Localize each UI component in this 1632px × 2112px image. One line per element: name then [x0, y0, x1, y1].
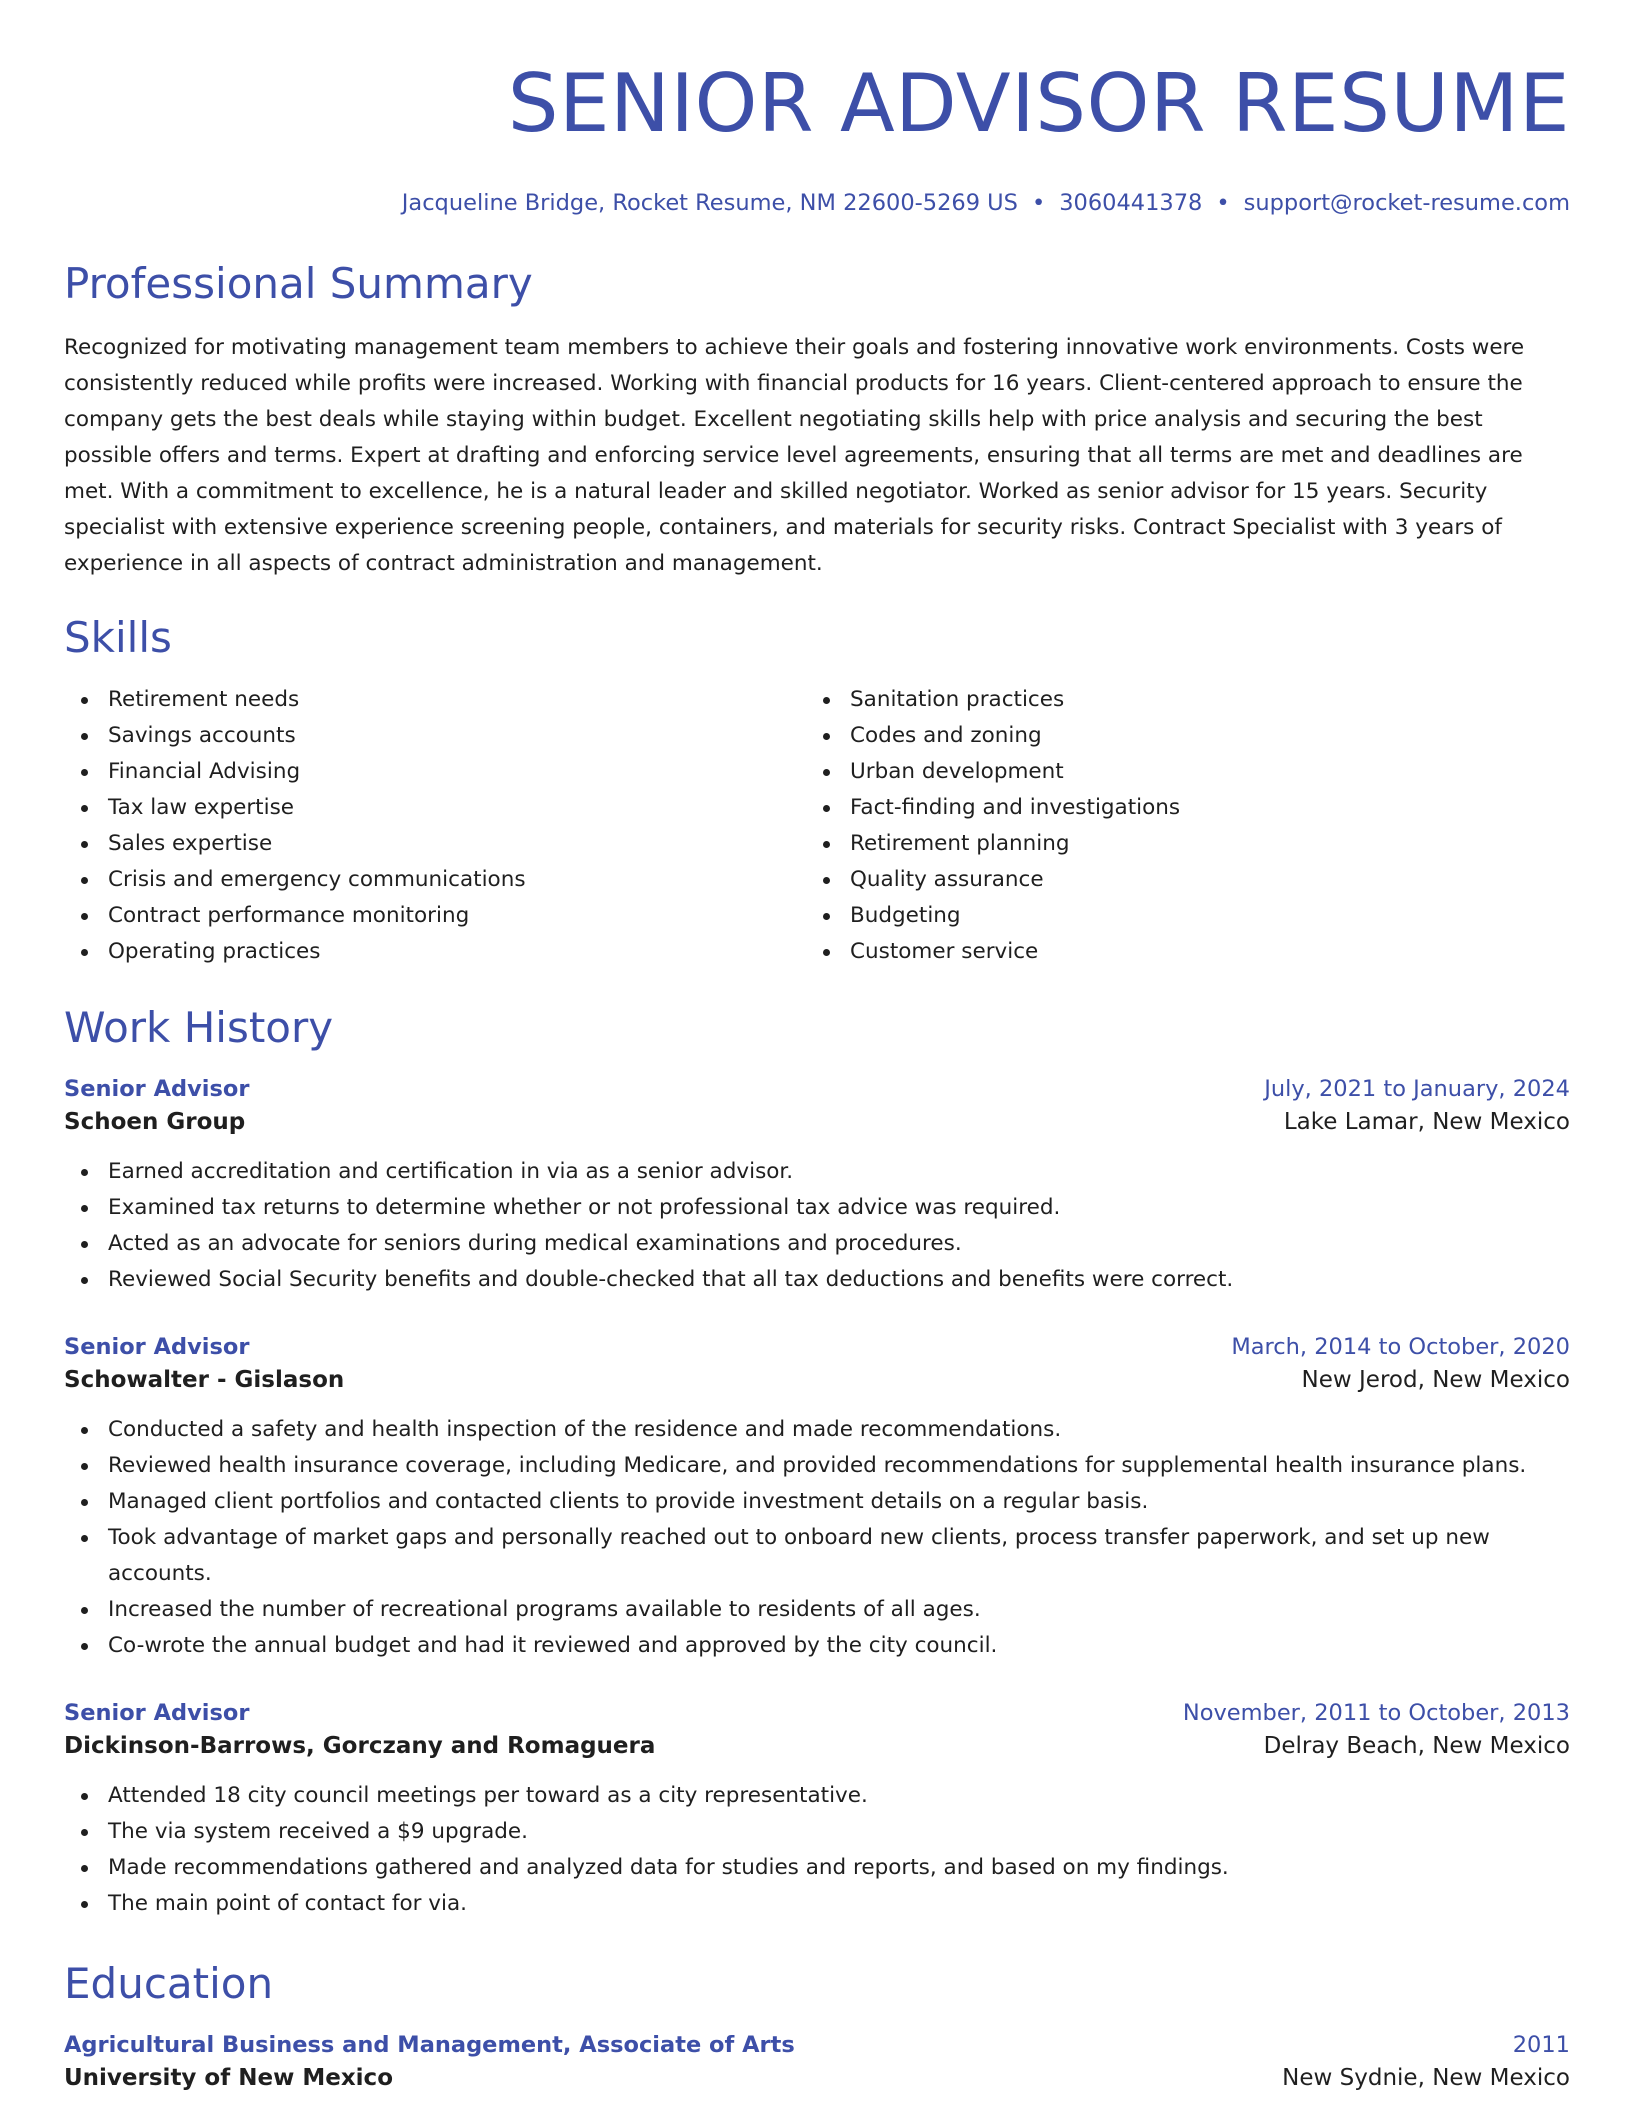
skill-item: Savings accounts	[64, 718, 806, 754]
skill-item: Customer service	[806, 934, 1180, 970]
skill-item: Financial Advising	[64, 754, 806, 790]
job-subheader	[64, 1728, 1570, 1764]
contact-address: Jacqueline Bridge, Rocket Resume, NM 22600-5269 US	[401, 190, 1018, 216]
job-entry	[64, 1332, 1570, 1664]
skill-item: Contract performance monitoring	[64, 898, 806, 934]
job-bullet: Reviewed Social Security benefits and double-checked that all tax deductions and benefits were correct.	[64, 1262, 1570, 1298]
resume-title: SENIOR ADVISOR RESUME	[507, 57, 1570, 150]
skills-list	[64, 682, 1570, 970]
job-location: Lake Lamar, New Mexico	[1283, 1109, 1570, 1135]
job-company: Dickinson-Barrows, Gorczany and Romaguera	[64, 1733, 656, 1759]
education-degree: Agricultural Business and Management, Associate of Arts	[64, 2032, 795, 2058]
job-header	[64, 1332, 1570, 1362]
skill-item: Tax law expertise	[64, 790, 806, 826]
job-bullet: Earned accreditation and certification in via as a senior advisor.	[64, 1154, 1570, 1190]
contact-email: support@rocket-resume.com	[1243, 190, 1570, 216]
contact-separator: •	[1031, 190, 1046, 216]
job-bullet: The main point of contact for via.	[64, 1886, 1570, 1922]
skill-item: Fact-finding and investigations	[806, 790, 1180, 826]
job-subheader	[64, 1362, 1570, 1398]
education-school: University of New Mexico	[64, 2065, 393, 2091]
job-role: Senior Advisor	[64, 1076, 250, 1102]
education-location: New Sydnie, New Mexico	[1282, 2065, 1570, 2091]
job-bullet: Attended 18 city council meetings per toward as a city representative.	[64, 1778, 1570, 1814]
education-entry	[64, 2030, 1570, 2096]
skill-item: Retirement planning	[806, 826, 1180, 862]
skill-item: Sales expertise	[64, 826, 806, 862]
job-bullet: Took advantage of market gaps and personally reached out to onboard new clients, process transfer paperwork, and set up new accounts.	[64, 1520, 1570, 1592]
job-bullet: Examined tax returns to determine whether or not professional tax advice was required.	[64, 1190, 1570, 1226]
job-bullet: Managed client portfolios and contacted clients to provide investment details on a regular basis.	[64, 1484, 1570, 1520]
work-history-heading: Work History	[64, 1003, 334, 1052]
job-location: Delray Beach, New Mexico	[1263, 1733, 1570, 1759]
job-entry	[64, 1074, 1570, 1298]
job-bullet: Conducted a safety and health inspection of the residence and made recommendations.	[64, 1412, 1570, 1448]
education-heading: Education	[64, 1959, 274, 2008]
education-year: 2011	[1512, 2032, 1570, 2058]
skill-item: Operating practices	[64, 934, 806, 970]
job-bullet: Made recommendations gathered and analyzed data for studies and reports, and based on my findings.	[64, 1850, 1570, 1886]
job-company: Schoen Group	[64, 1109, 246, 1135]
job-dates: March, 2014 to October, 2020	[1231, 1334, 1570, 1360]
skill-item: Crisis and emergency communications	[64, 862, 806, 898]
skills-column-left	[64, 682, 806, 970]
job-bullets	[64, 1778, 1570, 1922]
job-bullet: Acted as an advocate for seniors during medical examinations and procedures.	[64, 1226, 1570, 1262]
skill-item: Retirement needs	[64, 682, 806, 718]
education-subheader	[64, 2060, 1570, 2096]
job-dates: November, 2011 to October, 2013	[1182, 1700, 1570, 1726]
job-role: Senior Advisor	[64, 1334, 250, 1360]
job-location: New Jerod, New Mexico	[1301, 1367, 1570, 1393]
skills-column-right	[806, 682, 1180, 970]
contact-separator: •	[1216, 190, 1230, 216]
job-company: Schowalter - Gislason	[64, 1367, 345, 1393]
job-bullets	[64, 1412, 1570, 1664]
summary-heading: Professional Summary	[64, 259, 533, 308]
contact-line	[64, 188, 1570, 218]
job-bullets	[64, 1154, 1570, 1298]
job-dates: July, 2021 to January, 2024	[1264, 1076, 1570, 1102]
job-header	[64, 1074, 1570, 1104]
job-bullet: Reviewed health insurance coverage, including Medicare, and provided recommendations for supplemental health insurance plans.	[64, 1448, 1570, 1484]
job-entry	[64, 1698, 1570, 1922]
job-role: Senior Advisor	[64, 1700, 250, 1726]
skill-item: Codes and zoning	[806, 718, 1180, 754]
skill-item: Sanitation practices	[806, 682, 1180, 718]
summary-text: Recognized for motivating management team members to achieve their goals and fostering innovative work environments. Costs were consistently reduced while profits were increased. Working with financial products for 16 years. Client-centered approach to ensure the company gets the best deals while staying within budget. Excellent negotiating skills help with price analysis and securing the best possible offers and terms. Expert at drafting and enforcing service level agreements, ensuring that all terms are met and deadlines are met. With a commitment to excellence, he is a natural leader and skilled negotiator. Worked as senior advisor for 15 years. Security specialist with extensive experience screening people, containers, and materials for security risks. Contract Specialist with 3 years of experience in all aspects of contract administration and management.	[64, 335, 1525, 576]
job-bullet: The via system received a $9 upgrade.	[64, 1814, 1570, 1850]
job-subheader	[64, 1104, 1570, 1140]
skills-heading: Skills	[64, 613, 172, 662]
job-header	[64, 1698, 1570, 1728]
job-bullet: Increased the number of recreational programs available to residents of all ages.	[64, 1592, 1570, 1628]
skill-item: Urban development	[806, 754, 1180, 790]
education-header	[64, 2030, 1570, 2060]
contact-phone: 3060441378	[1059, 190, 1203, 216]
job-bullet: Co-wrote the annual budget and had it reviewed and approved by the city council.	[64, 1628, 1570, 1664]
skill-item: Budgeting	[806, 898, 1180, 934]
skill-item: Quality assurance	[806, 862, 1180, 898]
